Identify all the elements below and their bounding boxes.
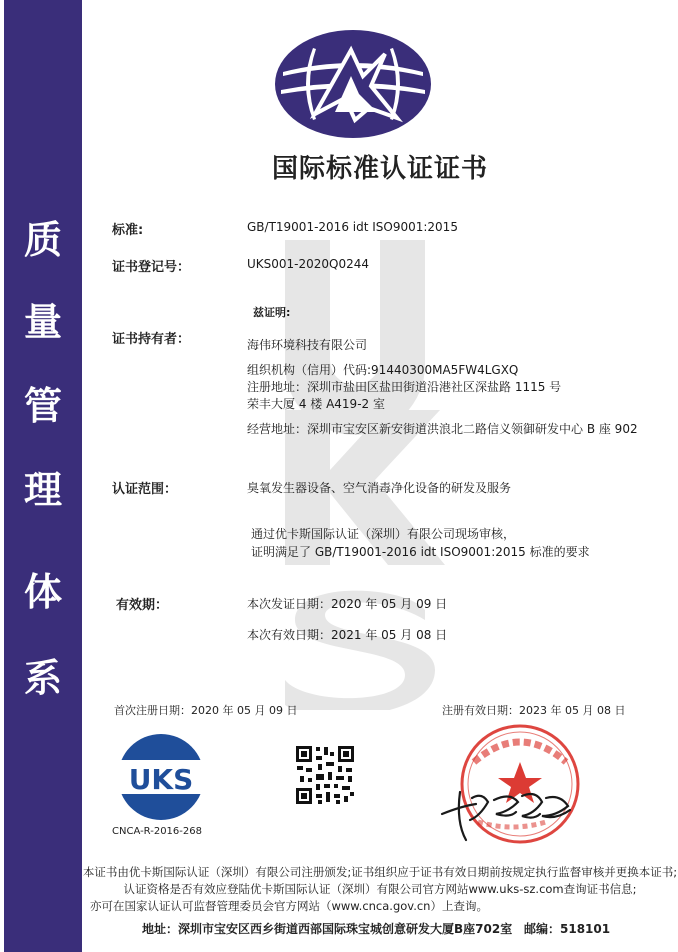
org-code: 组织机构（信用）代码:91440300MA5FW4LGXQ bbox=[247, 363, 519, 377]
issue-date: 本次发证日期：2020 年 05 月 09 日 bbox=[247, 597, 448, 611]
certificate-title: 国际标准认证证书 bbox=[271, 154, 488, 184]
standard-value: GB/T19001-2016 idt ISO9001:2015 bbox=[247, 220, 458, 234]
cert-number-label: 证书登记号： bbox=[112, 260, 191, 275]
sidebar-band bbox=[4, 0, 82, 952]
sidebar-char-4: 理 bbox=[23, 468, 62, 512]
expiry-date: 本次有效日期：2021 年 05 月 08 日 bbox=[247, 628, 448, 642]
cnca-code: CNCA-R-2016-268 bbox=[112, 826, 202, 837]
cert-number-value: UKS001-2020Q0244 bbox=[247, 257, 370, 271]
sidebar-char-2: 量 bbox=[23, 300, 62, 344]
reg-address-line-2: 荣丰大厦 4 楼 A419-2 室 bbox=[247, 397, 385, 411]
standard-label: 标准: bbox=[112, 223, 144, 238]
qr-code-icon[interactable] bbox=[294, 744, 356, 806]
sidebar-char-1: 质 bbox=[23, 218, 62, 262]
audit-line-1: 通过优卡斯国际认证（深圳）有限公司现场审核， bbox=[251, 527, 516, 541]
reg-address-line-1: 注册地址：深圳市盐田区盐田街道沿港社区深盐路 1115 号 bbox=[247, 380, 562, 394]
footer-note-2: 认证资格是否有效应登陆优卡斯国际认证（深圳）有限公司官方网站www.uks-sz.com查询证书信息; bbox=[123, 882, 637, 896]
scope-value: 臭氧发生器设备、空气消毒净化设备的研发及服务 bbox=[247, 481, 512, 495]
sidebar-char-6: 系 bbox=[23, 656, 62, 700]
footer-note-1: 本证书由优卡斯国际认证（深圳）有限公司注册颁发;证书组织应于证书有效日期前按规定执行监督审核并更换本证书; bbox=[82, 865, 678, 879]
first-registration-date: 首次注册日期：2020 年 05 月 09 日 bbox=[114, 704, 298, 717]
scope-label: 认证范围： bbox=[112, 482, 178, 497]
registration-valid-date: 注册有效日期：2023 年 05 月 08 日 bbox=[442, 704, 626, 717]
sidebar-char-3: 管 bbox=[23, 384, 62, 428]
validity-label: 有效期： bbox=[116, 598, 169, 613]
uks-logo-icon bbox=[112, 732, 210, 822]
certify-label: 兹证明: bbox=[253, 306, 291, 319]
company-logo-icon bbox=[273, 28, 433, 140]
holder-label: 证书持有者： bbox=[112, 332, 191, 347]
official-seal-icon bbox=[438, 722, 588, 852]
audit-line-2: 证明满足了 GB/T19001-2016 idt ISO9001:2015 标准的要求 bbox=[251, 545, 590, 559]
footer-note-3: 亦可在国家认证认可监督管理委员会官方网站（www.cnca.gov.cn）上查询。 bbox=[90, 899, 488, 913]
sidebar-char-5: 体 bbox=[23, 570, 62, 614]
uks-logo-text: UKS bbox=[128, 763, 194, 796]
footer-postcode: 邮编：518101 bbox=[524, 922, 611, 936]
holder-name: 海伟环境科技有限公司 bbox=[247, 338, 368, 352]
biz-address: 经营地址：深圳市宝安区新安街道洪浪北二路信义领御研发中心 B 座 902 bbox=[247, 422, 638, 436]
footer-address: 地址：深圳市宝安区西乡街道西部国际珠宝城创意研发大厦B座702室 bbox=[142, 922, 513, 936]
